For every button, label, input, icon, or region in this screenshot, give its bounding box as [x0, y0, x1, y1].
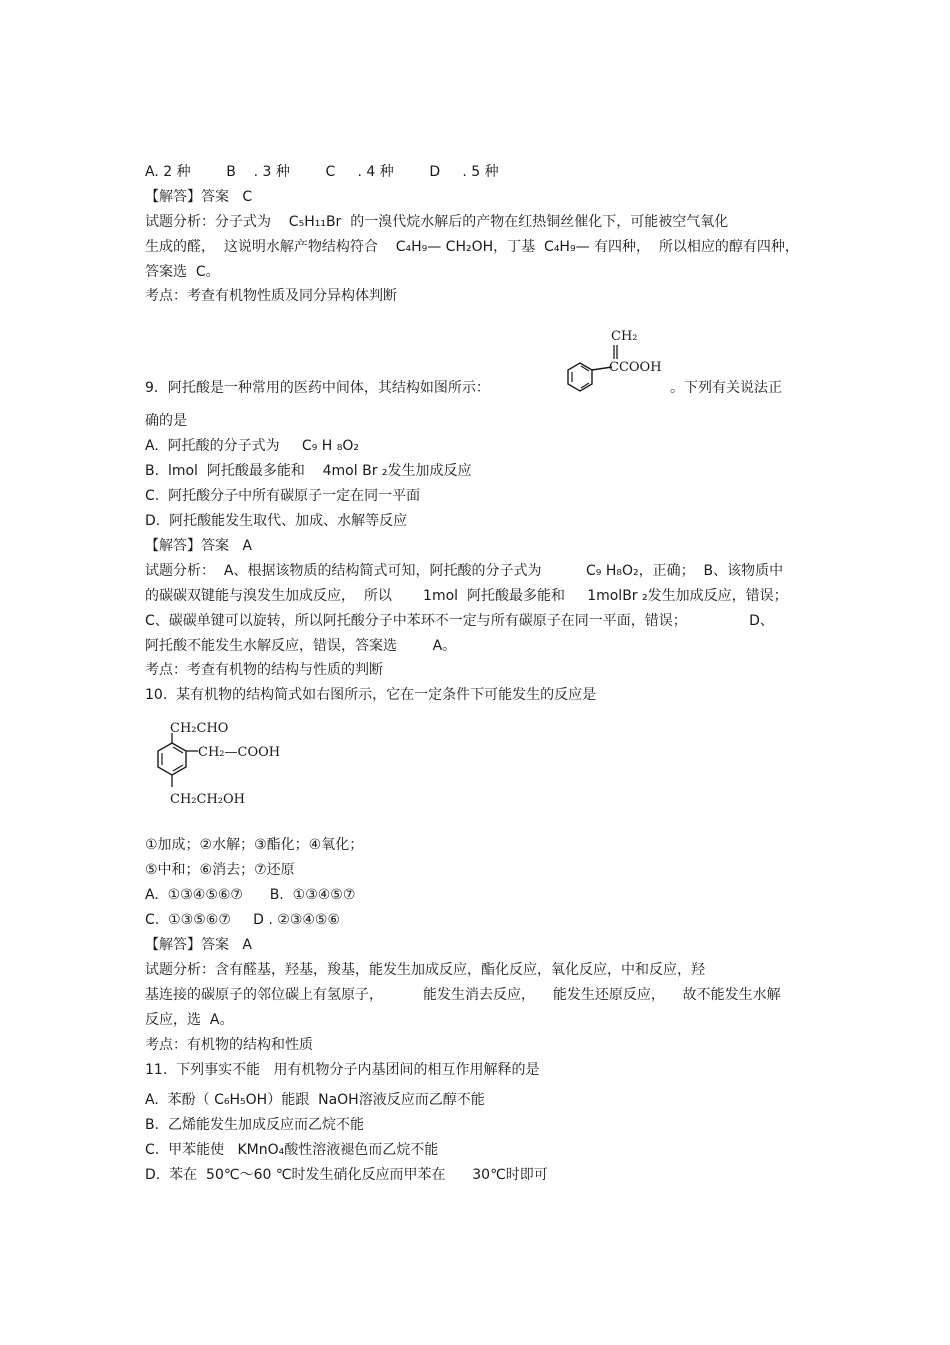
compound-10-structure	[148, 715, 288, 815]
q10-analysis-1: 试题分析：含有醛基，羟基，羧基，能发生加成反应，酯化反应，氧化反应，中和反应，羟	[145, 962, 705, 978]
q10-options-cd: C. ①③⑤⑥⑦ D . ②③④⑤⑥	[145, 912, 341, 928]
q9-point: 考点：考查有机物的结构与性质的判断	[145, 662, 383, 678]
q10-reactions-1: ①加成；②水解；③酯化；④氧化；	[145, 837, 364, 853]
atropic-acid-structure	[555, 325, 675, 395]
q8-analysis-2: 生成的醛， 这说明水解产物结构符合 C₄H₉— CH₂OH，丁基 C₄H₉— 有四种， 所以相应的醇有四种，	[145, 239, 799, 255]
atropic-top-group: CH₂	[611, 329, 638, 344]
q8-point: 考点：考查有机物性质及同分异构体判断	[145, 288, 397, 304]
compound10-side-group: CH₂—COOH	[198, 745, 281, 760]
q9-stem: 9．阿托酸是一种常用的医药中间体，其结构如图所示：	[145, 380, 490, 396]
atropic-side-group: CCOOH	[609, 360, 662, 375]
q8-analysis-3: 答案选 C。	[145, 264, 220, 280]
q9-analysis-2: 的碳碳双键能与溴发生加成反应， 所以 1mol 阿托酸最多能和 1molBr ₂发生加成反应，错误；	[145, 588, 788, 604]
q9-option-d: D. 阿托酸能发生取代、加成、水解等反应	[145, 513, 408, 529]
q11-option-b: B. 乙烯能发生加成反应而乙烷不能	[145, 1117, 364, 1133]
q9-option-a: A. 阿托酸的分子式为 C₉ H ₈O₂	[145, 438, 359, 454]
q9-answer: 【解答】答案 A	[145, 538, 252, 554]
q11-option-c: C. 甲苯能使 KMnO₄酸性溶液褪色而乙烷不能	[145, 1142, 439, 1158]
q9-option-c: C. 阿托酸分子中所有碳原子一定在同一平面	[145, 488, 421, 504]
q9-stem-tail: 。下列有关说法正	[670, 380, 782, 396]
q9-analysis-4: 阿托酸不能发生水解反应，错误，答案选 A。	[145, 638, 457, 654]
q11-stem: 11. 下列事实不能 用有机物分子内基团间的相互作用解释的是	[145, 1062, 540, 1078]
q11-option-d: D. 苯在 50℃～60 ℃时发生硝化反应而甲苯在 30℃时即可	[145, 1167, 548, 1183]
q8-answer: 【解答】答案 C	[145, 189, 253, 205]
q10-reactions-2: ⑤中和；⑥消去；⑦还原	[145, 862, 295, 878]
q10-point: 考点：有机物的结构和性质	[145, 1037, 313, 1053]
q9-option-b: B. lmol 阿托酸最多能和 4mol Br ₂发生加成反应	[145, 463, 472, 479]
q10-analysis-3: 反应，选 A。	[145, 1012, 234, 1028]
q8-analysis-1: 试题分析：分子式为 C₅H₁₁Br 的一溴代烷水解后的产物在红热铜丝催化下，可能被空气氧化	[145, 214, 729, 230]
compound10-top-group: CH₂CHO	[170, 721, 229, 736]
q10-options-ab: A. ①③④⑤⑥⑦ B. ①③④⑤⑦	[145, 887, 356, 903]
q10-stem: 10. 某有机物的结构简式如右图所示，它在一定条件下可能发生的反应是	[145, 687, 597, 703]
q9-analysis-3: C、碳碳单键可以旋转，所以阿托酸分子中苯环不一定与所有碳原子在同一平面，错误； D、	[145, 613, 774, 629]
q8-options: A. 2 种 B . 3 种 C . 4 种 D . 5 种	[145, 164, 499, 180]
q9-analysis-1: 试题分析： A、根据该物质的结构简式可知，阿托酸的分子式为 C₉ H₈O₂，正确； B、该物质中	[145, 563, 784, 579]
q10-analysis-2: 基连接的碳原子的邻位碳上有氢原子， 能发生消去反应， 能发生还原反应， 故不能发生水解	[145, 987, 781, 1003]
compound10-bottom-group: CH₂CH₂OH	[170, 792, 245, 807]
q9-stem-2: 确的是	[145, 413, 187, 429]
q10-answer: 【解答】答案 A	[145, 937, 252, 953]
q11-option-a: A. 苯酚（ C₆H₅OH）能跟 NaOH溶液反应而乙醇不能	[145, 1092, 485, 1108]
